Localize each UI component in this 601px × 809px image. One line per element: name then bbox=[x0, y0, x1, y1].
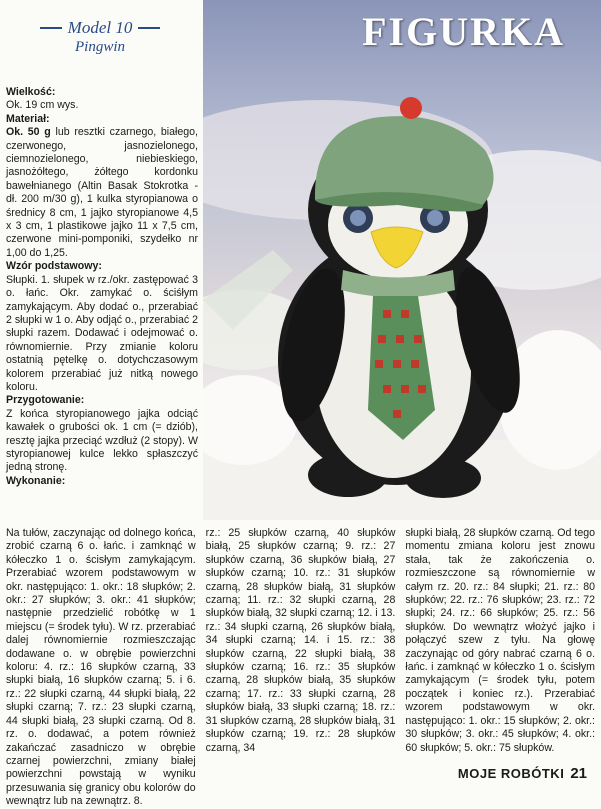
exec-column bbox=[6, 527, 196, 808]
model-title-line bbox=[0, 18, 200, 38]
exec-text: Na tułów, zaczynając od dolnego końca, zrobić czarną 6 o. łańc. i zamknąć w kółeczko 1 o. ścisłym zamykającym. Przerabiać wzorem podstawowym w okr. następująco: 1. okr.: 18 słupków; 2. okr.: 27 słupków; 3. okr.: 41 słupków; następnie przedzielić robótkę w 1 miejscu (= środek tyłu). W rz. przerabiać dalej równomiernie rozmieszczając dodawane o. w obrębie powierzchni koloru: 4. rz.: 16 słupków czarną, 33 słupki białą, 16 słupków czarną; 5. i 6. rz.: 22 słupki czarną, 44 słupki białą, 22 słupki czarną; 7. rz.: 23 słupki czarną, 44 słupki białą, 23 słupki czarną. Od 8. rz. o. dodawać, a potem również zakańczać zasadniczo w obrębie czarnej powierzchni, zmiany białej powierzchni powstają w wyniku przesuwania się granicy obu kolorów do wewnątrz lub na zewnątrz. 8. bbox=[6, 527, 196, 808]
left-dash bbox=[40, 27, 62, 29]
prep-text: Z końca styropianowego jajka odciąć kawałek o grubości ok. 1 cm (= dziób), resztę jajka przeciąć wzdłuż (2 stopy). W styropianowej kulce lekko spłaszczyć jedną stronę. bbox=[6, 407, 198, 474]
model-header bbox=[0, 18, 200, 56]
penguin-photo bbox=[203, 0, 601, 520]
size-text: Ok. 19 cm wys. bbox=[6, 99, 79, 112]
middle-column bbox=[206, 527, 396, 759]
pattern-text: Słupki. 1. słupek w rz./okr. zastępować 3 o. łańc. Okr. zamykać o. ściśłym zamykającym. Aby dodać o., przerabiać 2 słupki w 1 o. Aby odjąć o., przerabiać 2 słupki razem. Dodawać i odejmować o. równomiernie. Przy zmianie koloru ostatnią pętelkę o. dotychczasowym kolorem przerabiać już nitką nowego koloru. bbox=[6, 273, 198, 393]
magazine-name: MOJE ROBÓTKI bbox=[457, 766, 565, 781]
model-number: Model 10 bbox=[67, 18, 133, 37]
right-column bbox=[405, 527, 595, 759]
exec-heading: Wykonanie: bbox=[6, 474, 66, 487]
middle-text: rz.: 25 słupków czarną, 40 słupków białą, 25 słupków czarną; 9. rz.: 27 słupków czarną, 36 słupków białą, 27 słupków czarną; 10. rz.: 31 słupków czarną, 28 słupków białą, 31 słupków czarną; 11. rz.: 32 słupki czarną, 28 słupków białą, 32 słupki czarną; 12. i 13. rz.: 34 słupki czarną, 26 słupków białą, 34 słupki czarną; 14. i 15. rz.: 38 słupków czarną, 22 słupki białą, 38 słupków czarną; 16. rz.: 35 słupków czarną, 28 słupków białą, 35 słupków czarną; 17. rz.: 33 słupki czarną, 28 słupków białą, 33 słupki czarną; 18. rz.: 31 słupków czarną, 28 słupków białą, 31 słupków czarną; 19. rz.: 28 słupków czarną, 34 bbox=[205, 527, 396, 754]
penguin-illustration bbox=[203, 0, 601, 520]
material-text: lub resztki czarnego, białego, czerwonego, jasnozielonego, ciemnozielonego, niebieskiego, jasnożółtego, żółtego kordonku bawełnianego (Altin Basak Stokrotka - dł. 200 m/30 g), 1 kulka styropianowa o średnicy 8 cm, 1 jajko styropianowe 4,5 x 3 cm, 1 plastikowe jajko 11 x 7,5 cm, czerwone mini-pomponiki, szydełko nr 1,00 do 1,25. bbox=[6, 126, 198, 259]
material-amount: Ok. 50 g bbox=[6, 126, 51, 139]
model-subtitle: Pingwin bbox=[74, 39, 125, 55]
prep-heading: Przygotowanie: bbox=[6, 394, 85, 407]
page-footer bbox=[458, 765, 587, 782]
material-heading: Materiał: bbox=[6, 112, 50, 125]
right-dash bbox=[138, 27, 160, 29]
page-number: 21 bbox=[570, 765, 587, 782]
size-heading: Wielkość: bbox=[6, 86, 56, 98]
material-paragraph bbox=[6, 126, 198, 260]
right-text: słupki białą, 28 słupków czarną. Od tego momentu zmiana koloru jest znowu stała, tak że zakończenia o. rozmieszczone są równomiernie w całym rz. 20. rz.: 84 słupki; 21. rz.: 80 słupków; 22. rz.: 76 słupków; 23. rz.: 72 słupki; 24. rz.: 66 słupków; 25. rz.: 56 słupków. Do wewnątrz włożyć jajko i połączyć szew z tyłu. Na głowę zaczynając od góry nabrać czarną 6 o. łańc. i zamknąć w kółeczko 1 o. ścisłym zamykającym (= środek tyłu, potem początek i koniec rz.). Przerabiać wzorem podstawowym w okr. następująco: 1. okr.: 15 słupków; 2. okr.: 30 słupków; 3. okr.: 45 słupków; 4. okr.: 60 słupków; 5. okr.: 75 słupków. bbox=[405, 527, 596, 754]
figurka-title: FIGURKA bbox=[362, 9, 565, 54]
left-column bbox=[6, 86, 198, 488]
pattern-heading: Wzór podstawowy: bbox=[6, 260, 102, 273]
